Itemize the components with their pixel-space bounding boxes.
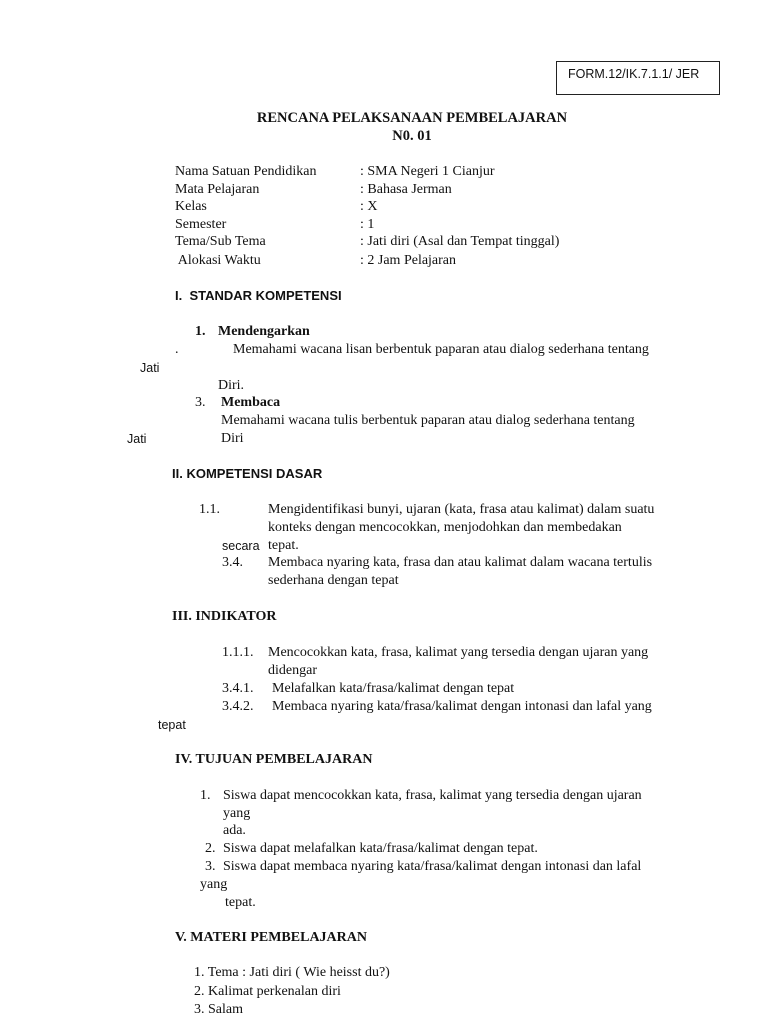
item-number: 1.	[195, 324, 206, 339]
item-text: yang	[200, 877, 228, 892]
identity-label: Semester	[175, 217, 227, 232]
item-text: Mencocokkan kata, frasa, kalimat yang tersedia dengan ujaran yang	[268, 645, 649, 660]
item-text: Jati	[140, 361, 160, 375]
item-text: Memahami wacana lisan berbentuk paparan atau dialog sederhana tentang	[233, 342, 649, 357]
item-title: Mendengarkan	[218, 324, 310, 339]
identity-label: Tema/Sub Tema	[175, 234, 266, 249]
item-text: yang	[223, 806, 251, 821]
item-number: 3.	[205, 859, 216, 874]
section-heading: III. INDIKATOR	[172, 609, 277, 624]
form-code: FORM.12/IK.7.1.1/ JER	[568, 67, 700, 81]
form-code-box	[556, 61, 720, 95]
item-text: Diri	[221, 431, 244, 446]
section-heading: II. KOMPETENSI DASAR	[172, 466, 323, 481]
item-text: ada.	[223, 823, 246, 838]
list-item: 1. Tema : Jati diri ( Wie heisst du?)	[194, 965, 390, 980]
item-number: 3.4.	[222, 555, 243, 570]
item-text: Mengidentifikasi bunyi, ujaran (kata, frasa atau kalimat) dalam suatu	[268, 502, 655, 517]
item-text: sederhana dengan tepat	[268, 573, 399, 588]
identity-label: Alokasi Waktu	[175, 253, 261, 268]
item-text: Membaca nyaring kata/frasa/kalimat dengan intonasi dan lafal yang	[272, 699, 652, 714]
item-number: 1.1.1.	[222, 645, 254, 660]
item-text: konteks dengan mencocokkan, menjodohkan dan membedakan	[268, 520, 622, 535]
item-number: 2.	[205, 841, 216, 856]
item-text: tepat.	[268, 538, 299, 553]
identity-value: : SMA Negeri 1 Cianjur	[360, 164, 495, 179]
item-number: 3.4.1.	[222, 681, 254, 696]
item-title: Membaca	[221, 395, 281, 410]
item-text: Siswa dapat mencocokkan kata, frasa, kalimat yang tersedia dengan ujaran	[223, 788, 642, 803]
identity-value: : Bahasa Jerman	[360, 182, 452, 197]
item-text: Siswa dapat melafalkan kata/frasa/kalimat dengan tepat.	[223, 841, 538, 856]
identity-label: Kelas	[175, 199, 207, 214]
section-heading: V. MATERI PEMBELAJARAN	[175, 930, 367, 945]
item-number: 3.	[195, 395, 206, 410]
list-item: 3. Salam	[194, 1002, 243, 1017]
item-text: Siswa dapat membaca nyaring kata/frasa/kalimat dengan intonasi dan lafal	[223, 859, 642, 874]
section-heading: IV. TUJUAN PEMBELAJARAN	[175, 752, 373, 767]
list-item: 2. Kalimat perkenalan diri	[194, 984, 341, 999]
identity-value: : Jati diri (Asal dan Tempat tinggal)	[360, 234, 560, 249]
item-number: 1.1.	[199, 502, 220, 517]
item-number: 3.4.2.	[222, 699, 254, 714]
item-bullet: .	[175, 342, 179, 357]
item-text: tepat	[158, 718, 186, 732]
identity-value: : 1	[360, 217, 375, 232]
document-number: N0. 01	[392, 128, 432, 144]
item-text: didengar	[268, 663, 317, 678]
item-text: Jati	[127, 432, 147, 446]
identity-value: : 2 Jam Pelajaran	[360, 253, 457, 268]
item-text: Membaca nyaring kata, frasa dan atau kalimat dalam wacana tertulis	[268, 555, 653, 570]
identity-value: : X	[360, 199, 378, 214]
item-text: Melafalkan kata/frasa/kalimat dengan tepat	[272, 681, 515, 696]
item-text: Diri.	[218, 378, 245, 393]
section-heading: I. STANDAR KOMPETENSI	[175, 288, 342, 303]
identity-label: Mata Pelajaran	[175, 182, 260, 197]
document-title: RENCANA PELAKSANAAN PEMBELAJARAN	[256, 110, 568, 126]
identity-label: Nama Satuan Pendidikan	[175, 164, 317, 179]
item-text: secara	[222, 539, 260, 553]
item-number: 1.	[200, 788, 211, 803]
item-text: Memahami wacana tulis berbentuk paparan atau dialog sederhana tentang	[221, 413, 635, 428]
item-text: tepat.	[225, 895, 256, 910]
